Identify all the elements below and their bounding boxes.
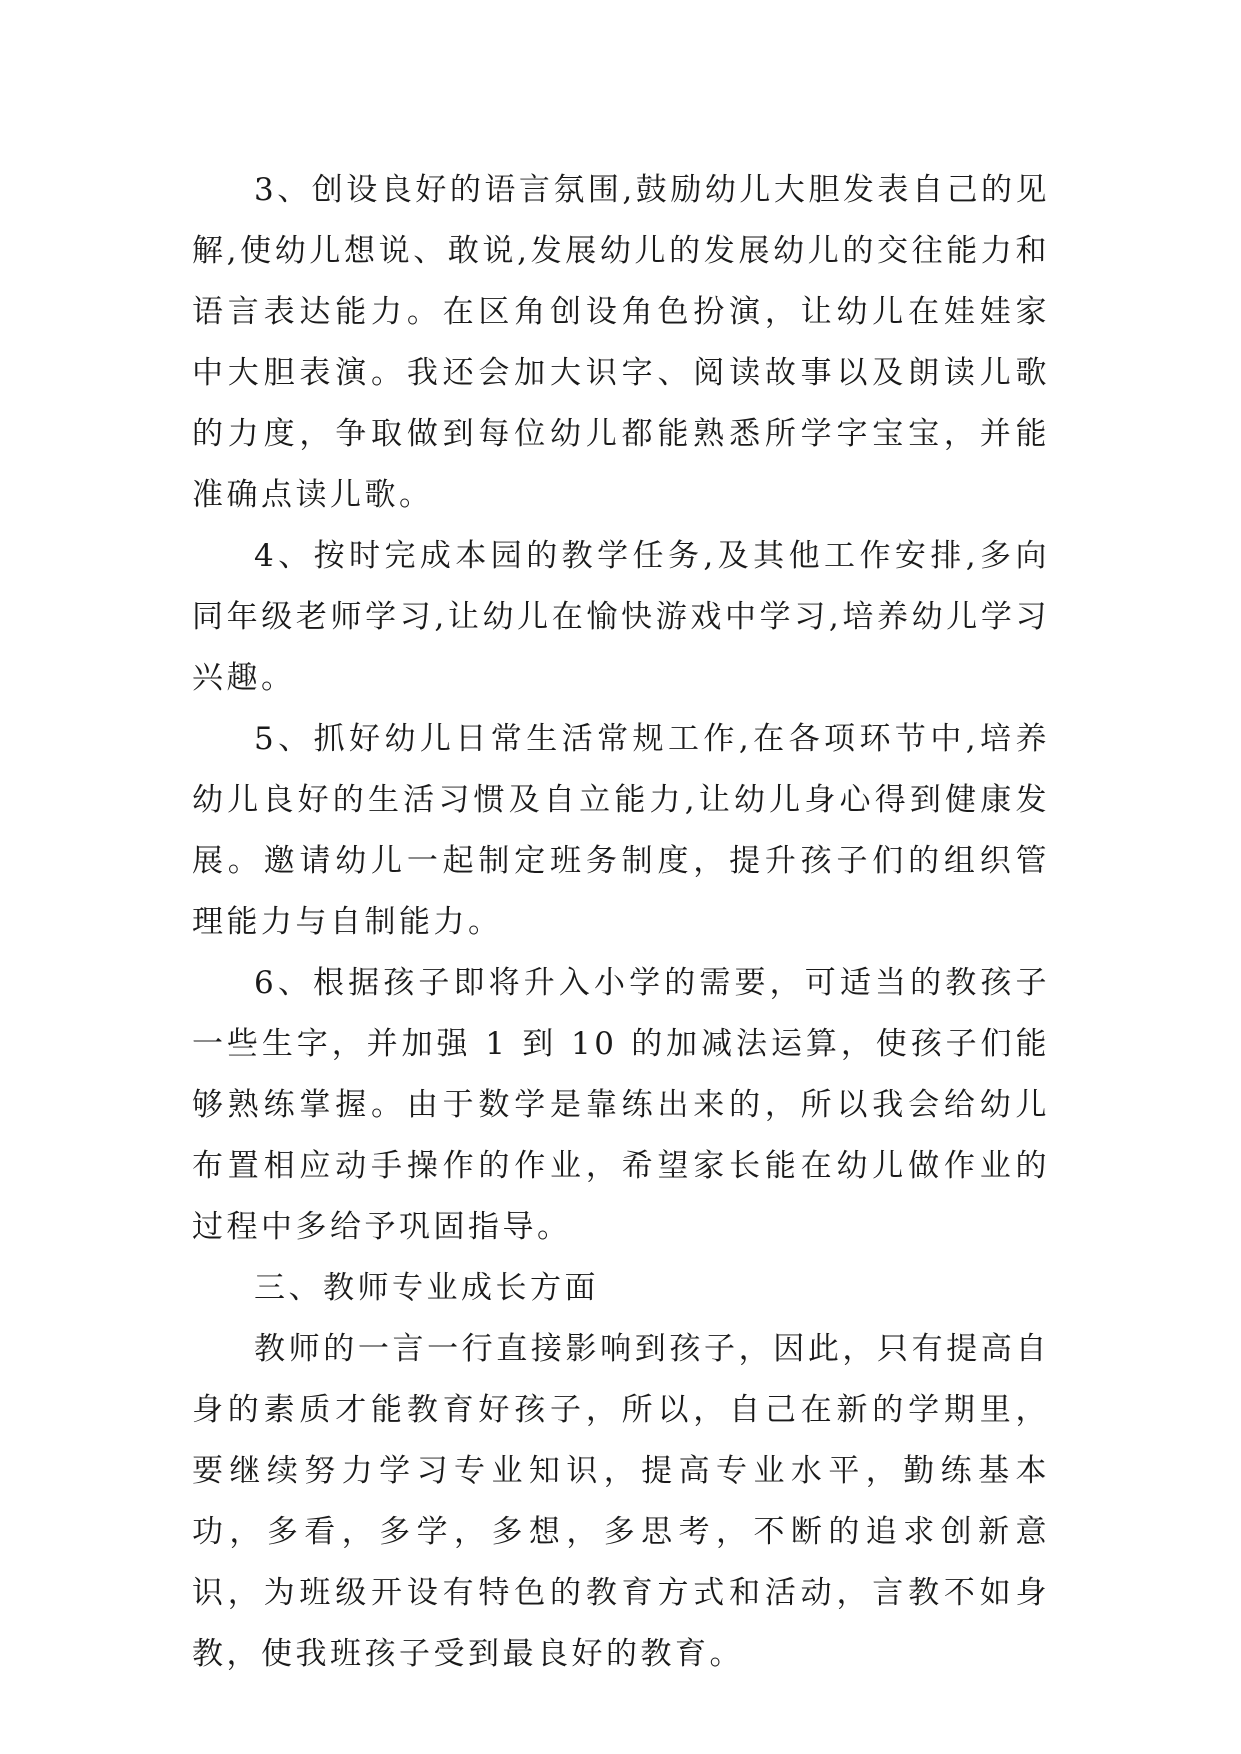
- closing-paragraph: 教师的一言一行直接影响到孩子，因此，只有提高自身的素质才能教育好孩子，所以，自己在新的学期里，要继续努力学习专业知识，提高专业水平，勤练基本功，多看，多学，多想，多思考，不断的追求创新意识，为班级开设有特色的教育方式和活动，言教不如身教，使我班孩子受到最良好的教育。: [192, 1331, 1050, 1672]
- document-body: [192, 160, 1050, 1685]
- paragraph-item-4: 4、按时完成本园的教学任务,及其他工作安排,多向同年级老师学习,让幼儿在愉快游戏中学习,培养幼儿学习兴趣。: [192, 538, 1050, 696]
- paragraph-item-6: 6、根据孩子即将升入小学的需要，可适当的教孩子一些生字，并加强 1 到 10 的加减法运算，使孩子们能够熟练掌握。由于数学是靠练出来的，所以我会给幼儿布置相应动手操作的作业，希望家长能在幼儿做作业的过程中多给予巩固指导。: [192, 965, 1050, 1245]
- paragraph-item-5: 5、抓好幼儿日常生活常规工作,在各项环节中,培养幼儿良好的生活习惯及自立能力,让幼儿身心得到健康发展。邀请幼儿一起制定班务制度，提升孩子们的组织管理能力与自制能力。: [192, 721, 1050, 940]
- paragraph-item-3: 3、创设良好的语言氛围,鼓励幼儿大胆发表自己的见解,使幼儿想说、敢说,发展幼儿的发展幼儿的交往能力和语言表达能力。在区角创设角色扮演，让幼儿在娃娃家中大胆表演。我还会加大识字、阅读故事以及朗读儿歌的力度，争取做到每位幼儿都能熟悉所学字宝宝，并能准确点读儿歌。: [192, 172, 1050, 513]
- section-heading: 三、教师专业成长方面: [254, 1270, 599, 1306]
